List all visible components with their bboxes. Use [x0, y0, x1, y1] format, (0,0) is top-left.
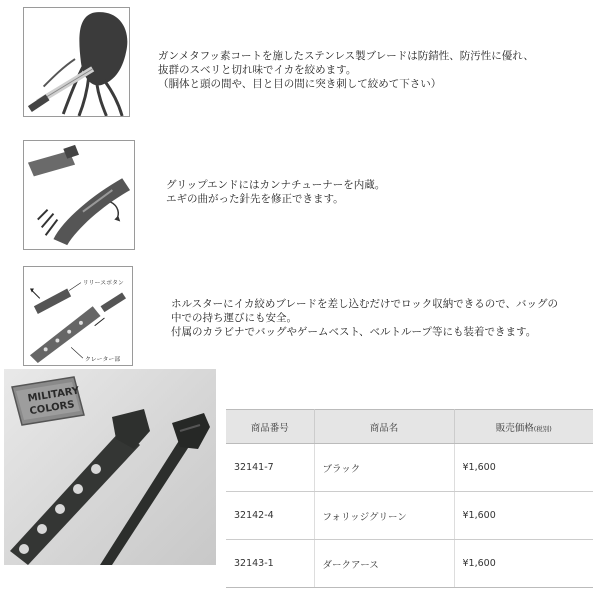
row-code: 32142-4 — [226, 492, 314, 540]
feature-2-line-2: エギの曲がった針先を修正できます。 — [166, 193, 344, 205]
feature-3-line-1: ホルスターにイカ絞めブレードを差し込むだけでロック収納できるので、バッグの — [171, 298, 559, 310]
squid-illustration — [24, 8, 129, 116]
row-price: ¥1,600 — [454, 540, 593, 588]
product-photo — [4, 369, 216, 565]
table-header-row — [226, 410, 593, 444]
feature-3-text — [171, 297, 558, 339]
product-photo-illustration — [4, 369, 216, 565]
row-price: ¥1,600 — [454, 444, 593, 492]
military-colors-badge — [12, 377, 84, 425]
product-table — [226, 409, 593, 588]
row-code: 32143-1 — [226, 540, 314, 588]
badge-line-1: MILITARY — [26, 385, 80, 405]
feature-1-line-1: ガンメタフッ素コートを施したステンレス製ブレードは防錆性、防汚性に優れ、 — [158, 50, 534, 62]
row-name: フォリッジグリーン — [314, 492, 454, 540]
feature-image-holster — [23, 266, 133, 366]
grip-tuner-illustration — [24, 141, 134, 249]
header-product-name: 商品名 — [314, 410, 454, 444]
feature-1-line-2: 抜群のスベリと切れ味でイカを絞めます。 — [158, 64, 357, 76]
feature-image-grip — [23, 140, 135, 250]
holster-illustration — [24, 267, 132, 365]
feature-1-line-3: （胴体と頭の間や、目と目の間に突き刺して絞めて下さい） — [158, 78, 442, 90]
row-price: ¥1,600 — [454, 492, 593, 540]
feature-1-text — [158, 49, 534, 91]
row-name: ダークアース — [314, 540, 454, 588]
badge-line-2: COLORS — [28, 399, 76, 418]
row-code: 32141-7 — [226, 444, 314, 492]
crater-label: クレーター部 — [84, 357, 121, 364]
table-row — [226, 492, 593, 540]
header-price — [454, 410, 593, 444]
row-name: ブラック — [314, 444, 454, 492]
header-price-note: (税別) — [533, 424, 552, 433]
release-button-label: リリースボタン — [82, 280, 124, 287]
header-product-code: 商品番号 — [226, 410, 314, 444]
feature-3-line-2: 中での持ち運びにも安全。 — [171, 312, 297, 324]
feature-2-text — [166, 178, 385, 206]
feature-image-squid — [23, 7, 130, 117]
holster-product — [10, 409, 150, 565]
feature-3-line-3: 付属のカラビナでバッグやゲームベスト、ベルトループ等にも装着できます。 — [171, 326, 537, 338]
table-row — [226, 444, 593, 492]
table-row — [226, 540, 593, 588]
header-price-label: 販売価格 — [495, 422, 534, 434]
feature-2-line-1: グリップエンドにはカンナチューナーを内蔵。 — [166, 179, 386, 191]
